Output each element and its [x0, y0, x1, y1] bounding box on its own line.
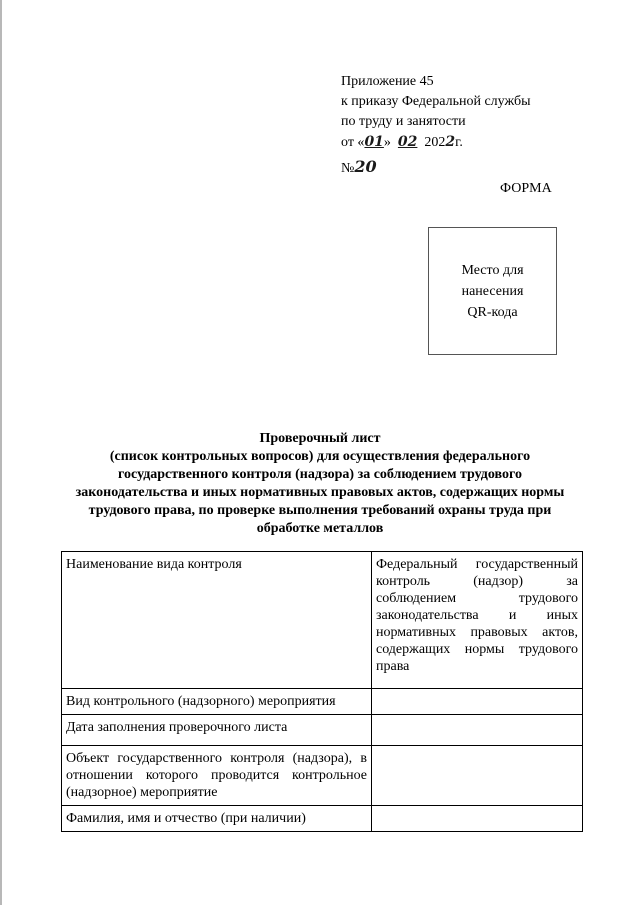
table-row: [62, 689, 583, 715]
table-cell-value: Федеральный государственный контроль (надзор) за соблюдением трудового законодательства и иных нормативных правовых актов, содержащих нормы трудового права: [372, 552, 583, 689]
date-prefix: от «: [341, 135, 365, 150]
table-row: [62, 715, 583, 746]
title-line: обработке металлов: [256, 521, 384, 536]
date-mid: »: [383, 135, 391, 150]
appendix-line: по труду и занятости: [341, 114, 466, 129]
appendix-header: [341, 72, 530, 179]
table-row: [62, 746, 583, 806]
qr-line: нанесения: [461, 283, 524, 299]
title-line: трудового права, по проверке выполнения требований охраны труда при: [88, 503, 552, 518]
date-year-prefix: 202: [424, 135, 446, 150]
table-cell-label: Фамилия, имя и отчество (при наличии): [62, 806, 372, 832]
date-month-handwritten: 02: [397, 134, 418, 150]
table-cell-label: Наименование вида контроля: [62, 552, 372, 689]
table-row: [62, 552, 583, 689]
table-cell-label: Объект государственного контроля (надзора), в отношении которого проводится контрольное (надзорное) мероприятие: [62, 746, 372, 806]
appendix-line: к приказу Федеральной службы: [341, 94, 531, 109]
checklist-info-table: [61, 551, 583, 832]
title-line: (список контрольных вопросов) для осуществления федерального: [109, 449, 531, 464]
appendix-line: Приложение 45: [341, 74, 434, 89]
date-end: г.: [455, 135, 463, 150]
table-cell-label: Вид контрольного (надзорного) мероприятия: [62, 689, 372, 715]
number-prefix: №: [341, 161, 355, 176]
date-day-handwritten: 01: [364, 134, 384, 150]
table-cell-value: [372, 715, 583, 746]
title-line: законодательства и иных нормативных правовых актов, содержащих нормы: [75, 485, 565, 500]
appendix-number: [341, 157, 530, 179]
qr-placeholder-box: [428, 227, 557, 355]
table-cell-value: [372, 806, 583, 832]
table-cell-value: [372, 689, 583, 715]
page-edge: [0, 0, 2, 905]
title-line: Проверочный лист: [259, 431, 381, 446]
number-handwritten: 20: [354, 157, 377, 176]
table-row: [62, 806, 583, 832]
date-year-handwritten: 2: [445, 134, 456, 150]
qr-line: QR-кода: [467, 304, 518, 320]
table-cell-label: Дата заполнения проверочного листа: [62, 715, 372, 746]
document-title: [60, 430, 580, 538]
qr-line: Место для: [461, 262, 524, 278]
title-line: государственного контроля (надзора) за соблюдением трудового: [118, 467, 522, 482]
table-cell-value: [372, 746, 583, 806]
appendix-date: [341, 132, 530, 153]
form-label: ФОРМА: [500, 181, 552, 196]
